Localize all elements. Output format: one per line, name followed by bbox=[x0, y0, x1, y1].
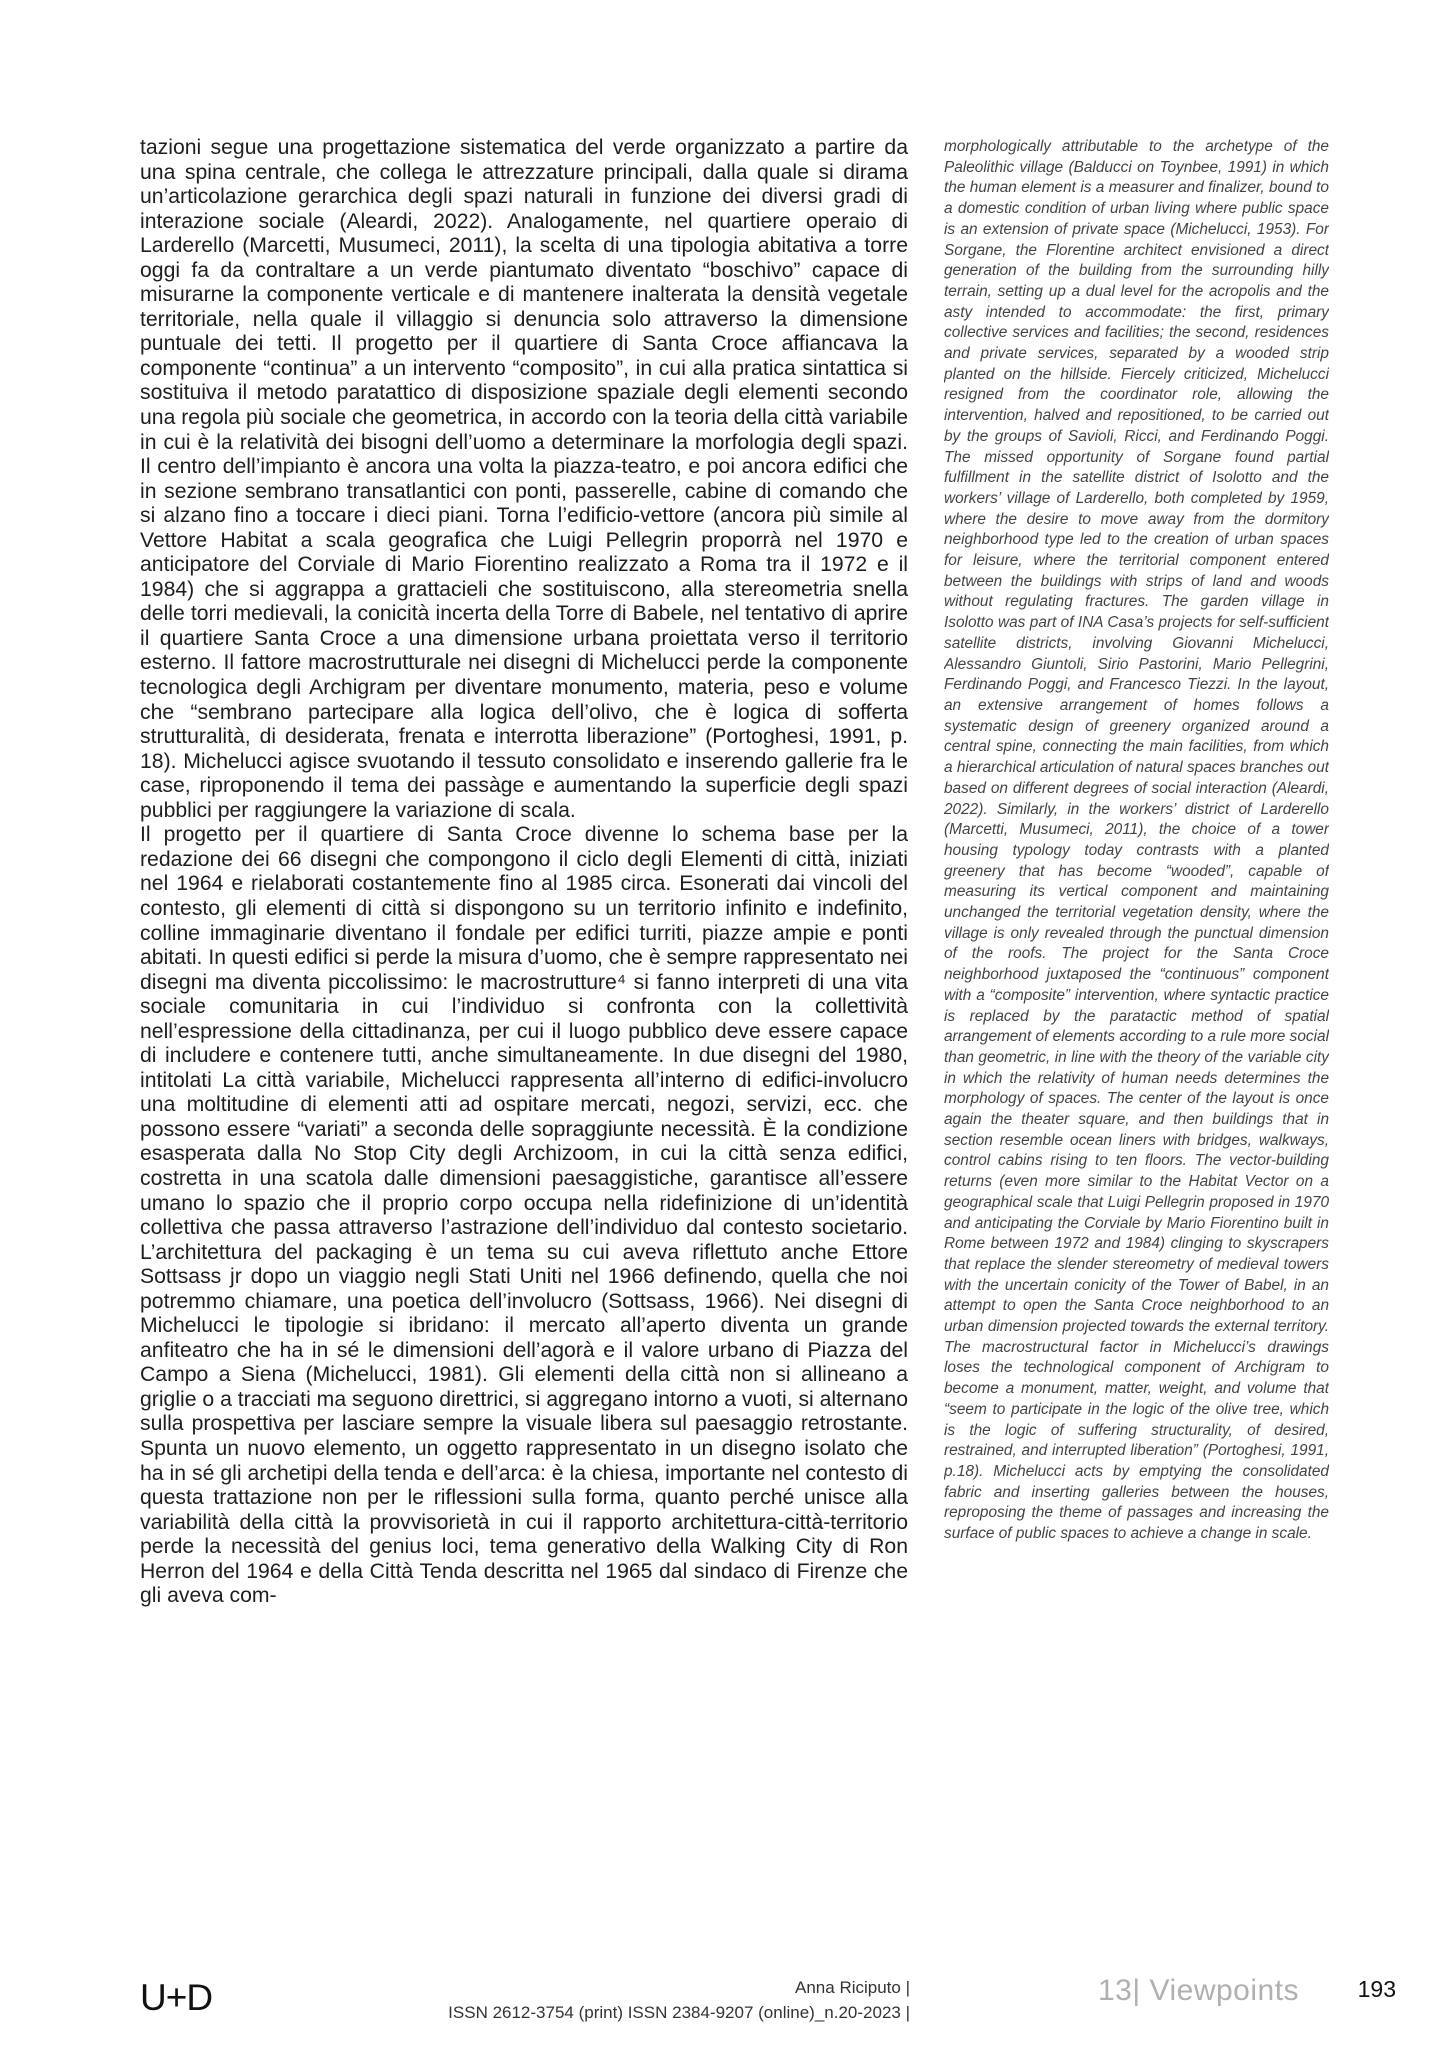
page-number: 193 bbox=[1357, 1976, 1396, 2002]
section-label: 13| Viewpoints bbox=[1098, 1974, 1300, 2007]
author-name: Anna Riciputo | bbox=[795, 1978, 910, 1997]
side-paragraph-1: morphologically attributable to the archetype of the Paleolithic village (Balducci on Toynbee, 1991) in which the human element is a measurer and finalizer, bound to a domestic condition of urban living where public space is an extension of private space (Michelucci, 1953). For Sorgane, the Florentine architect envisioned a direct generation of the building from the surrounding hilly terrain, setting up a dual level for the acropolis and the asty intended to accommodate: the first, primary collective services and facilities; the second, residences and private services, separated by a wooded strip planted on the hillside. Fiercely criticized, Michelucci resigned from the coordinator role, allowing the intervention, halved and repositioned, to be carried out by the groups of Savioli, Ricci, and Ferdinando Poggi. The missed opportunity of Sorgane found partial fulfillment in the satellite district of Isolotto and the workers’ village of Larderello, both completed by 1959, where the desire to move away from the dormitory neighborhood type led to the creation of urban spaces for leisure, where the territorial component entered between the buildings with strips of land and woods without regulating fractures. The garden village in Isolotto was part of INA Casa’s projects for self-sufficient satellite districts, involving Giovanni Michelucci, Alessandro Giuntoli, Sirio Pastorini, Mario Pellegrini, Ferdinando Poggi, and Francesco Tiezzi. In the layout, an extensive arrangement of homes follows a systematic design of greenery organized around a central spine, connecting the main facilities, from which a hierarchical articulation of natural spaces branches out based on different degrees of social interaction (Aleardi, 2022). Similarly, in the workers’ district of Larderello (Marcetti, Musumeci, 2011), the choice of a tower housing typology today contrasts with a planted greenery that has become “wooded”, capable of measuring its vertical component and maintaining unchanged the territorial vegetation density, where the village is only revealed through the punctual dimension of the roofs. The project for the Santa Croce neighborhood juxtaposed the “continuous” component with a “composite” intervention, where syntactic practice is replaced by the paratactic method of spatial arrangement of elements according to a rule more social than geometric, in line with the theory of the variable city in which the relativity of human needs determines the morphology of spaces. The center of the layout is once again the theater square, and then buildings that in section resemble ocean liners with bridges, walkways, control cabins rising to ten floors. The vector-building returns (even more similar to the Habitat Vector on a geographical scale that Luigi Pellegrin proposed in 1970 and anticipating the Corviale by Mario Fiorentino built in Rome between 1972 and 1984) clinging to skyscrapers that replace the slender stereometry of medieval towers with the uncertain conicity of the Tower of Babel, in an attempt to open the Santa Croce neighborhood to an urban dimension projected towards the external territory. The macrostructural factor in Michelucci’s drawings loses the technological component of Archigram to become a monument, matter, weight, and volume that “seem to participate in the logic of the olive tree, which is the logic of suffering structurality, of desired, restrained, and interrupted liberation” (Portoghesi, 1991, p.18). Michelucci acts by emptying the consolidated fabric and inserting galleries between the houses, reproposing the theme of passages and increasing the surface of public spaces to achieve a change in scale. bbox=[944, 138, 1329, 1543]
issn-line: ISSN 2612-3754 (print) ISSN 2384-9207 (online)_n.20-2023 | bbox=[448, 2003, 910, 2022]
main-text-column bbox=[140, 136, 908, 1961]
main-paragraph-2: Il progetto per il quartiere di Santa Croce divenne lo schema base per la redazione dei 66 disegni che compongono il ciclo degli Elementi di città, iniziati nel 1964 e rielaborati costantemente fino al 1985 circa. Esonerati dai vincoli del contesto, gli elementi di città si dispongono su un territorio infinito e indefinito, colline immaginarie diventano il fondale per edifici turriti, piazze ampie e ponti abitati. In questi edifici si perde la misura d’uomo, che è sempre rappresentato nei disegni ma diventa piccolissimo: le macrostrutture⁴ si fanno interpreti di una vita sociale comunitaria in cui l’individuo si confronta con la collettività nell’espressione della cittadinanza, per cui il luogo pubblico deve essere capace di includere e contenere tutti, anche simultaneamente. In due disegni del 1980, intitolati La città variabile, Michelucci rappresenta all’interno di edifici-involucro una moltitudine di elementi atti ad ospitare mercati, negozi, servizi, ecc. che possono essere “variati” a seconda delle sopraggiunte necessità. È la condizione esasperata dalla No Stop City degli Archizoom, in cui la città senza edifici, costretta in una scatola dalle dimensioni paesaggistiche, garantisce all’essere umano lo spazio che il proprio corpo occupa nella ridefinizione di un’identità collettiva che passa attraverso l’astrazione dell’individuo dal contesto societario. L’architettura del packaging è un tema su cui aveva riflettuto anche Ettore Sottsass jr dopo un viaggio negli Stati Uniti nel 1966 definendo, quella che noi potremmo chiamare, una poetica dell’involucro (Sottsass, 1966). Nei disegni di Michelucci le tipologie si ibridano: il mercato all’aperto diventa un grande anfiteatro che ha in sé le dimensioni dell’agorà e il valore urbano di Piazza del Campo a Siena (Michelucci, 1981). Gli elementi della città non si allineano a griglie o a tracciati ma seguono direttrici, si aggregano intorno a vuoti, si alternano sulla prospettiva per lasciare sempre la visuale libera sul paesaggio retrostante. Spunta un nuovo elemento, un oggetto rappresentato in un disegno isolato che ha in sé gli archetipi della tenda e dell’arca: è la chiesa, importante nel contesto di questa trattazione non per le riflessioni sulla forma, quanto perché unisce alla variabilità della città la provvisorietà in cui il rapporto architettura-città-territorio perde la necessità del genius loci, tema generativo della Walking City di Ron Herron del 1964 e della Città Tenda descritta nel 1965 dal sindaco di Firenze che gli aveva com- bbox=[140, 823, 908, 1608]
main-paragraph-1: tazioni segue una progettazione sistematica del verde organizzato a partire da una spina centrale, che collega le attrezzature principali, dalla quale si dirama un’articolazione gerarchica degli spazi naturali in funzione dei diversi gradi di interazione sociale (Aleardi, 2022). Analogamente, nel quartiere operaio di Larderello (Marcetti, Musumeci, 2011), la scelta di una tipologia abitativa a torre oggi fa da contraltare a un verde piantumato diventato “boschivo” capace di misurarne la componente verticale e di mantenere inalterata la densità vegetale territoriale, nella quale il villaggio si denuncia solo attraverso la dimensione puntuale dei tetti. Il progetto per il quartiere di Santa Croce affiancava la componente “continua” a un intervento “composito”, in cui alla pratica sintattica si sostituiva il metodo paratattico di disposizione spaziale degli elementi secondo una regola più sociale che geometrica, in accordo con la teoria della città variabile in cui è la relatività dei bisogni dell’uomo a determinare la morfologia degli spazi. Il centro dell’impianto è ancora una volta la piazza-teatro, e poi ancora edifici che in sezione sembrano transatlantici con ponti, passerelle, cabine di comando che si alzano fino a toccare i dieci piani. Torna l’edificio-vettore (ancora più simile al Vettore Habitat a scala geografica che Luigi Pellegrin proporrà nel 1970 e anticipatore del Corviale di Mario Fiorentino realizzato a Roma tra il 1972 e il 1984) che si aggrappa a grattacieli che sostituiscono, alla stereometria snella delle torri medievali, la conicità incerta della Torre di Babele, nel tentativo di aprire il quartiere Santa Croce a una dimensione urbana proiettata verso il territorio esterno. Il fattore macrostrutturale nei disegni di Michelucci perde la componente tecnologica degli Archigram per diventare monumento, materia, peso e volume che “sembrano partecipare alla logica dell’olivo, che è logica di sofferta strutturalità, di desiderata, frenata e interrotta liberazione” (Portoghesi, 1991, p. 18). Michelucci agisce svuotando il tessuto consolidato e inserendo gallerie fra le case, riproponendo il tema dei passàge e aumentando la superficie degli spazi pubblici per raggiungere la variazione di scala. bbox=[140, 136, 908, 822]
english-translation-column bbox=[944, 137, 1329, 1967]
footer-author-block bbox=[448, 1975, 910, 2025]
journal-logo: U+D bbox=[140, 1977, 213, 2018]
